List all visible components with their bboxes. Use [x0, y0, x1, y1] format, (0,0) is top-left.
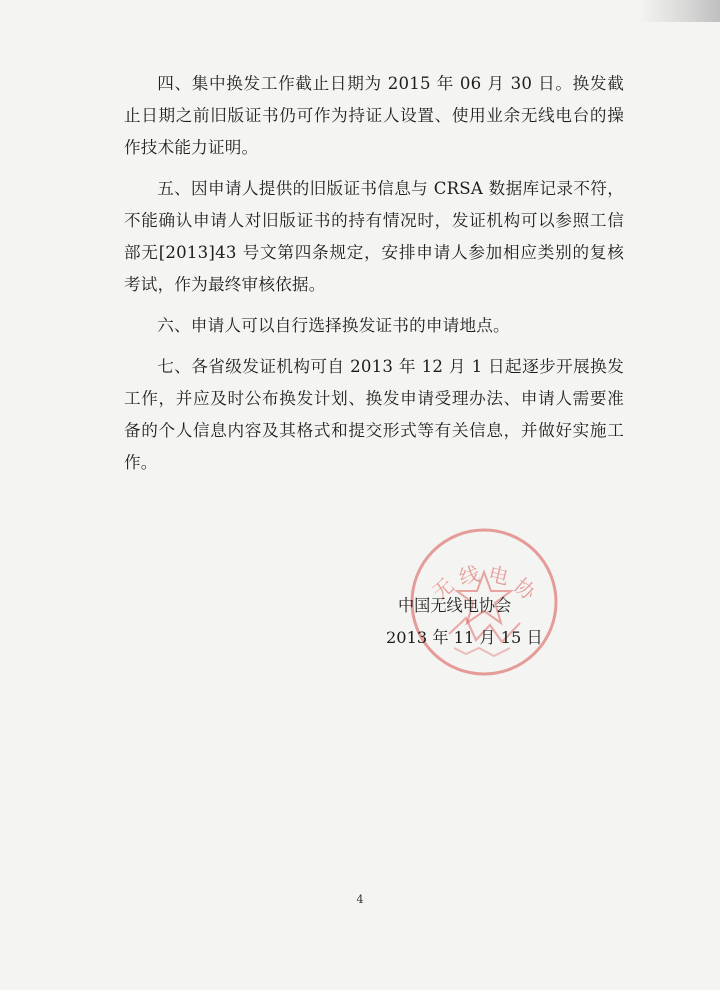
issuer-organization: 中国无线电协会 [398, 596, 512, 615]
seal-text: 无 线 电 协 [427, 561, 541, 605]
paragraph-item-7: 七、各省级发证机构可自 2013 年 12 月 1 日起逐步开展换发工作，并应及时公布换发计划、换发申请受理办法、申请人需要准备的个人信息内容及其格式和提交形式等有关信息，并做好实施工作。 [124, 357, 624, 472]
paragraph-item-6: 六、申请人可以自行选择换发证书的申请地点。 [157, 316, 510, 335]
issue-date: 2013 年 11 月 15 日 [386, 628, 543, 647]
paragraph-item-5: 五、因申请人提供的旧版证书信息与 CRSA 数据库记录不符，不能确认申请人对旧版证书的持有情况时，发证机构可以参照工信部无[2013]43 号文第四条规定，安排申请人参加相应类别的复核考试，作为最终审核依据。 [124, 179, 624, 294]
document-body [124, 68, 624, 488]
scan-edge-shadow [640, 0, 720, 22]
paragraph-item-4: 四、集中换发工作截止日期为 2015 年 06 月 30 日。换发截止日期之前旧版证书仍可作为持证人设置、使用业余无线电台的操作技术能力证明。 [124, 74, 624, 157]
signature-block [386, 590, 566, 654]
page-number: 4 [356, 893, 364, 906]
